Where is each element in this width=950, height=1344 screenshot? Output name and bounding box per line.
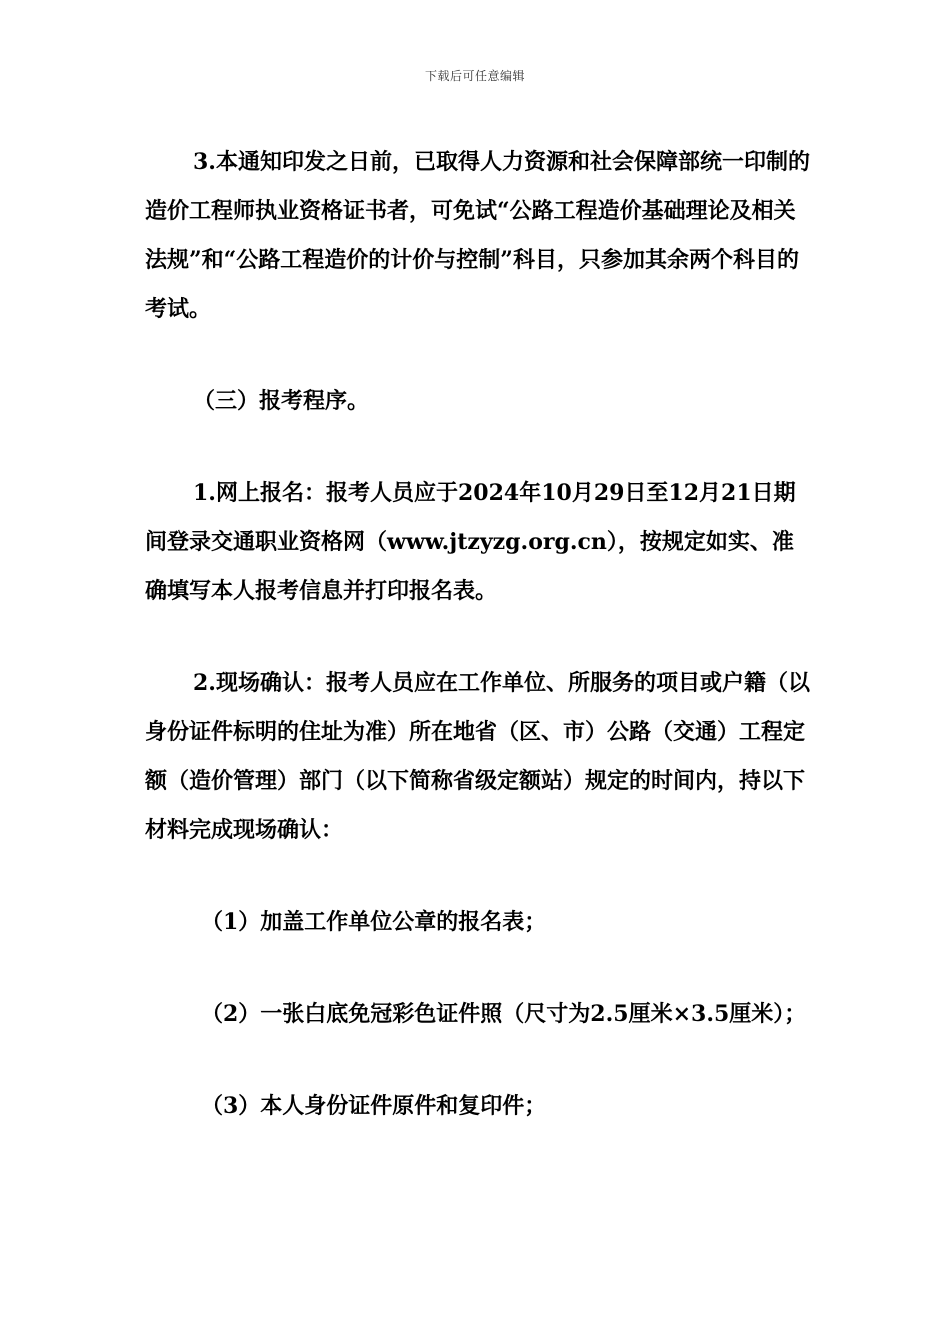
list-item-registration-form: （1）加盖工作单位公章的报名表； bbox=[201, 909, 547, 935]
paragraph-onsite-confirmation: 2.现场确认：报考人员应在工作单位、所服务的项目或户籍（以身份证件标明的住址为准）所在地省（区、市）公路（交通）工程定额（造价管理）部门（以下简称省级定额站）规定的时间内，持以下材料完成现场确认： bbox=[145, 670, 810, 843]
paragraph-exemption: 3.本通知印发之日前，已取得人力资源和社会保障部统一印制的造价工程师执业资格证书者，可免试“公路工程造价基础理论及相关法规”和“公路工程造价的计价与控制”科目，只参加其余两个科目的考试。 bbox=[145, 149, 810, 322]
document-body bbox=[145, 138, 810, 1174]
paragraph-online-registration: 1.网上报名：报考人员应于2024年10月29日至12月21日期间登录交通职业资格网（www.jtzyzg.org.cn），按规定如实、准确填写本人报考信息并打印报名表。 bbox=[145, 480, 796, 604]
list-item-photo: （2）一张白底免冠彩色证件照（尺寸为2.5厘米×3.5厘米）； bbox=[201, 1001, 807, 1027]
download-note: 下载后可任意编辑 bbox=[424, 69, 525, 83]
list-item-id-card: （3）本人身份证件原件和复印件； bbox=[201, 1093, 547, 1119]
section-heading-procedure: （三）报考程序。 bbox=[193, 388, 370, 414]
